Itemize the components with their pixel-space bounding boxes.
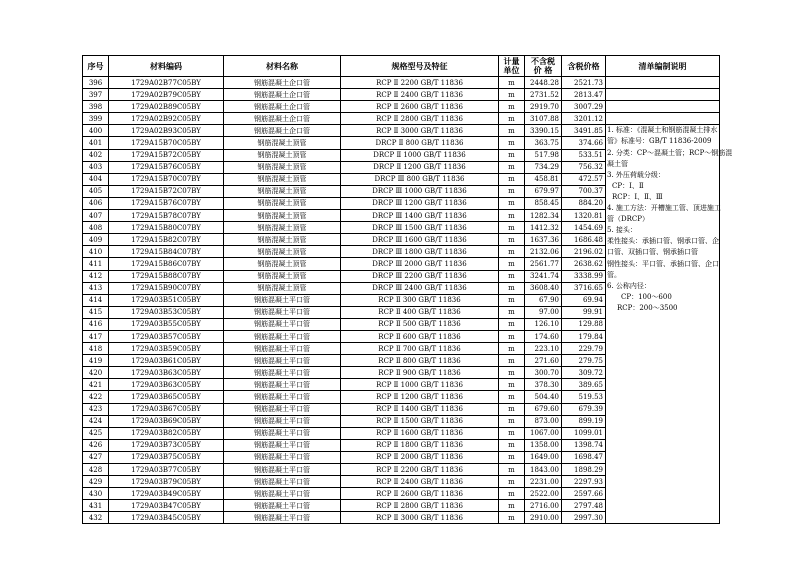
cell-unit: m <box>499 173 525 185</box>
cell-code: 1729A03B65C05BY <box>109 391 224 403</box>
notes-cell-empty <box>606 89 720 101</box>
cell-unit: m <box>499 439 525 451</box>
cell-code: 1729A15B84C07BY <box>109 246 224 258</box>
cell-spec: DRCP Ⅲ 1800 GB/T 11836 <box>341 246 499 258</box>
cell-name: 钢筋混凝土顶管 <box>224 258 341 270</box>
cell-spec: DRCP Ⅲ 1000 GB/T 11836 <box>341 185 499 197</box>
cell-seq: 421 <box>83 379 109 391</box>
cell-seq: 430 <box>83 488 109 500</box>
cell-seq: 423 <box>83 403 109 415</box>
cell-seq: 425 <box>83 427 109 439</box>
cell-spec: RCP Ⅱ 2800 GB/T 11836 <box>341 113 499 125</box>
cell-unit: m <box>499 306 525 318</box>
cell-price-inc: 3716.65 <box>562 282 606 294</box>
table-row <box>83 113 720 125</box>
cell-price-inc: 179.84 <box>562 330 606 342</box>
cell-name: 钢筋混凝土顶管 <box>224 185 341 197</box>
cell-unit: m <box>499 258 525 270</box>
cell-unit: m <box>499 137 525 149</box>
cell-spec: RCP Ⅱ 1500 GB/T 11836 <box>341 415 499 427</box>
cell-name: 钢筋混凝土平口管 <box>224 379 341 391</box>
header-name: 材料名称 <box>224 56 341 77</box>
cell-seq: 427 <box>83 451 109 463</box>
cell-price-ex: 97.00 <box>525 306 562 318</box>
cell-unit: m <box>499 234 525 246</box>
cell-price-inc: 2196.02 <box>562 246 606 258</box>
cell-unit: m <box>499 403 525 415</box>
cell-seq: 406 <box>83 197 109 209</box>
cell-name: 钢筋混凝土平口管 <box>224 391 341 403</box>
cell-price-inc: 472.57 <box>562 173 606 185</box>
cell-spec: RCP Ⅱ 1000 GB/T 11836 <box>341 379 499 391</box>
cell-unit: m <box>499 222 525 234</box>
cell-unit: m <box>499 246 525 258</box>
cell-spec: RCP Ⅱ 700 GB/T 11836 <box>341 343 499 355</box>
cell-unit: m <box>499 161 525 173</box>
cell-code: 1729A15B76C07BY <box>109 197 224 209</box>
cell-spec: RCP Ⅱ 2800 GB/T 11836 <box>341 500 499 512</box>
cell-unit: m <box>499 270 525 282</box>
cell-price-inc: 2297.93 <box>562 476 606 488</box>
cell-spec: RCP Ⅱ 2200 GB/T 11836 <box>341 77 499 89</box>
cell-seq: 426 <box>83 439 109 451</box>
cell-seq: 416 <box>83 318 109 330</box>
cell-price-ex: 517.98 <box>525 149 562 161</box>
cell-code: 1729A03B75C05BY <box>109 451 224 463</box>
cell-code: 1729A03B51C05BY <box>109 294 224 306</box>
cell-spec: RCP Ⅱ 600 GB/T 11836 <box>341 330 499 342</box>
cell-unit: m <box>499 500 525 512</box>
table-header-row <box>83 56 720 77</box>
table-row <box>83 77 720 89</box>
cell-unit: m <box>499 282 525 294</box>
cell-unit: m <box>499 197 525 209</box>
cell-unit: m <box>499 476 525 488</box>
price-table-sheet <box>82 55 733 524</box>
cell-price-ex: 2132.06 <box>525 246 562 258</box>
cell-seq: 420 <box>83 367 109 379</box>
cell-name: 钢筋混凝土企口管 <box>224 101 341 113</box>
cell-code: 1729A03B55C05BY <box>109 318 224 330</box>
cell-unit: m <box>499 367 525 379</box>
cell-price-ex: 223.10 <box>525 343 562 355</box>
table-row <box>83 125 720 137</box>
cell-seq: 405 <box>83 185 109 197</box>
cell-name: 钢筋混凝土平口管 <box>224 427 341 439</box>
cell-price-inc: 2797.48 <box>562 500 606 512</box>
cell-code: 1729A15B72C07BY <box>109 185 224 197</box>
cell-seq: 396 <box>83 77 109 89</box>
cell-code: 1729A03B49C05BY <box>109 488 224 500</box>
cell-code: 1729A03B47C05BY <box>109 500 224 512</box>
notes-cell-empty <box>606 101 720 113</box>
cell-price-ex: 1412.32 <box>525 222 562 234</box>
cell-seq: 402 <box>83 149 109 161</box>
cell-code: 1729A02B92C05BY <box>109 113 224 125</box>
cell-price-ex: 3390.15 <box>525 125 562 137</box>
cell-seq: 414 <box>83 294 109 306</box>
header-spec: 规格型号及特征 <box>341 56 499 77</box>
note-line: CP：100～600 <box>621 292 672 301</box>
cell-unit: m <box>499 355 525 367</box>
cell-name: 钢筋混凝土平口管 <box>224 355 341 367</box>
cell-unit: m <box>499 512 525 524</box>
cell-price-inc: 374.66 <box>562 137 606 149</box>
cell-price-ex: 734.29 <box>525 161 562 173</box>
cell-price-inc: 756.32 <box>562 161 606 173</box>
cell-name: 钢筋混凝土顶管 <box>224 173 341 185</box>
header-price-ex-tax: 不含税价 格 <box>525 56 562 77</box>
cell-price-ex: 2522.00 <box>525 488 562 500</box>
cell-spec: RCP Ⅱ 900 GB/T 11836 <box>341 367 499 379</box>
cell-code: 1729A15B70C05BY <box>109 137 224 149</box>
cell-unit: m <box>499 330 525 342</box>
cell-seq: 412 <box>83 270 109 282</box>
cell-price-ex: 458.81 <box>525 173 562 185</box>
cell-name: 钢筋混凝土企口管 <box>224 77 341 89</box>
cell-spec: DRCP Ⅱ 1200 GB/T 11836 <box>341 161 499 173</box>
cell-seq: 409 <box>83 234 109 246</box>
cell-seq: 422 <box>83 391 109 403</box>
cell-price-ex: 271.60 <box>525 355 562 367</box>
cell-unit: m <box>499 427 525 439</box>
cell-price-ex: 504.40 <box>525 391 562 403</box>
cell-code: 1729A15B82C07BY <box>109 234 224 246</box>
cell-spec: RCP Ⅱ 1600 GB/T 11836 <box>341 427 499 439</box>
cell-seq: 417 <box>83 330 109 342</box>
cell-code: 1729A15B80C07BY <box>109 222 224 234</box>
note-line: 钢性接头：平口管、承插口管、企口 <box>607 259 719 268</box>
cell-name: 钢筋混凝土平口管 <box>224 306 341 318</box>
cell-seq: 397 <box>83 89 109 101</box>
cell-price-inc: 2521.73 <box>562 77 606 89</box>
note-line: 口管、双插口管、钢承插口管 <box>607 248 698 257</box>
cell-price-inc: 1454.69 <box>562 222 606 234</box>
cell-price-inc: 99.91 <box>562 306 606 318</box>
note-line: 6. 公称内径： <box>607 281 651 290</box>
cell-code: 1729A03B69C05BY <box>109 415 224 427</box>
cell-seq: 429 <box>83 476 109 488</box>
note-line: 5. 接头： <box>607 226 637 235</box>
notes-cell <box>606 125 733 524</box>
cell-unit: m <box>499 415 525 427</box>
table-body <box>83 77 733 524</box>
cell-spec: DRCP Ⅲ 2400 GB/T 11836 <box>341 282 499 294</box>
cell-seq: 404 <box>83 173 109 185</box>
header-seq: 序号 <box>83 56 109 77</box>
cell-name: 钢筋混凝土平口管 <box>224 294 341 306</box>
material-price-table <box>82 55 733 524</box>
cell-name: 钢筋混凝土企口管 <box>224 125 341 137</box>
cell-code: 1729A03B57C05BY <box>109 330 224 342</box>
cell-name: 钢筋混凝土平口管 <box>224 464 341 476</box>
note-line: 2. 分类：CP～混凝土管；RCP～钢筋混 <box>607 148 733 157</box>
cell-spec: RCP Ⅱ 1400 GB/T 11836 <box>341 403 499 415</box>
cell-seq: 428 <box>83 464 109 476</box>
note-line: RCP：200～3500 <box>617 303 678 312</box>
cell-name: 钢筋混凝土顶管 <box>224 234 341 246</box>
cell-price-ex: 67.90 <box>525 294 562 306</box>
cell-seq: 419 <box>83 355 109 367</box>
cell-price-ex: 2919.70 <box>525 101 562 113</box>
cell-price-ex: 1358.00 <box>525 439 562 451</box>
cell-price-ex: 174.60 <box>525 330 562 342</box>
cell-unit: m <box>499 464 525 476</box>
cell-spec: RCP Ⅱ 2600 GB/T 11836 <box>341 488 499 500</box>
cell-price-inc: 3338.99 <box>562 270 606 282</box>
cell-unit: m <box>499 391 525 403</box>
cell-name: 钢筋混凝土企口管 <box>224 89 341 101</box>
header-unit: 计量单位 <box>499 56 525 77</box>
cell-price-inc: 69.94 <box>562 294 606 306</box>
cell-spec: DRCP Ⅲ 2000 GB/T 11836 <box>341 258 499 270</box>
cell-price-inc: 229.79 <box>562 343 606 355</box>
cell-seq: 410 <box>83 246 109 258</box>
cell-price-inc: 1099.01 <box>562 427 606 439</box>
cell-price-ex: 300.70 <box>525 367 562 379</box>
header-price-inc-tax: 含税价格 <box>562 56 606 77</box>
cell-name: 钢筋混凝土顶管 <box>224 137 341 149</box>
cell-code: 1729A03B63C05BY <box>109 367 224 379</box>
cell-price-ex: 1282.34 <box>525 210 562 222</box>
note-line: 4. 施工方法：开槽施工管、顶进施工 <box>607 204 721 213</box>
cell-spec: RCP Ⅱ 3000 GB/T 11836 <box>341 512 499 524</box>
cell-name: 钢筋混凝土平口管 <box>224 488 341 500</box>
note-line: 3. 外压荷载分级： <box>607 170 665 179</box>
cell-spec: DRCP Ⅲ 1400 GB/T 11836 <box>341 210 499 222</box>
cell-spec: DRCP Ⅲ 1200 GB/T 11836 <box>341 197 499 209</box>
cell-seq: 413 <box>83 282 109 294</box>
note-line: 管（DRCP） <box>607 215 649 224</box>
cell-seq: 415 <box>83 306 109 318</box>
cell-price-inc: 1320.81 <box>562 210 606 222</box>
cell-seq: 400 <box>83 125 109 137</box>
cell-price-ex: 2731.52 <box>525 89 562 101</box>
notes-cell-empty <box>606 77 720 89</box>
cell-code: 1729A03B45C05BY <box>109 512 224 524</box>
cell-unit: m <box>499 149 525 161</box>
note-line: 管。 <box>607 270 621 279</box>
cell-price-inc: 309.72 <box>562 367 606 379</box>
cell-price-ex: 1067.00 <box>525 427 562 439</box>
cell-code: 1729A02B93C05BY <box>109 125 224 137</box>
cell-price-ex: 2561.77 <box>525 258 562 270</box>
cell-code: 1729A03B77C05BY <box>109 464 224 476</box>
cell-spec: RCP Ⅱ 2600 GB/T 11836 <box>341 101 499 113</box>
cell-name: 钢筋混凝土企口管 <box>224 113 341 125</box>
cell-price-ex: 858.45 <box>525 197 562 209</box>
cell-price-ex: 2910.00 <box>525 512 562 524</box>
cell-name: 钢筋混凝土平口管 <box>224 367 341 379</box>
cell-unit: m <box>499 113 525 125</box>
cell-price-ex: 2448.28 <box>525 77 562 89</box>
cell-price-inc: 2638.62 <box>562 258 606 270</box>
cell-spec: RCP Ⅱ 1800 GB/T 11836 <box>341 439 499 451</box>
cell-name: 钢筋混凝土平口管 <box>224 343 341 355</box>
note-line: RCP：Ⅰ、Ⅱ、Ⅲ <box>612 192 663 201</box>
cell-name: 钢筋混凝土顶管 <box>224 270 341 282</box>
cell-price-inc: 1398.74 <box>562 439 606 451</box>
cell-spec: RCP Ⅱ 800 GB/T 11836 <box>341 355 499 367</box>
cell-code: 1729A03B63C05BY <box>109 379 224 391</box>
note-line: 柔性接头：承插口管、钢承口管、企 <box>607 237 719 246</box>
cell-price-inc: 899.19 <box>562 415 606 427</box>
cell-spec: RCP Ⅱ 2000 GB/T 11836 <box>341 451 499 463</box>
cell-price-ex: 1649.00 <box>525 451 562 463</box>
cell-price-ex: 126.10 <box>525 318 562 330</box>
cell-code: 1729A02B77C05BY <box>109 77 224 89</box>
cell-name: 钢筋混凝土顶管 <box>224 149 341 161</box>
cell-unit: m <box>499 318 525 330</box>
cell-spec: DRCP Ⅲ 1500 GB/T 11836 <box>341 222 499 234</box>
table-row <box>83 101 720 113</box>
cell-code: 1729A03B53C05BY <box>109 306 224 318</box>
cell-name: 钢筋混凝土顶管 <box>224 222 341 234</box>
cell-price-inc: 1898.29 <box>562 464 606 476</box>
cell-code: 1729A03B61C05BY <box>109 355 224 367</box>
cell-price-ex: 1637.36 <box>525 234 562 246</box>
cell-spec: RCP Ⅱ 1200 GB/T 11836 <box>341 391 499 403</box>
cell-price-ex: 3608.40 <box>525 282 562 294</box>
header-code: 材料编码 <box>109 56 224 77</box>
cell-price-inc: 2997.30 <box>562 512 606 524</box>
cell-spec: RCP Ⅱ 500 GB/T 11836 <box>341 318 499 330</box>
cell-name: 钢筋混凝土平口管 <box>224 451 341 463</box>
cell-spec: RCP Ⅱ 2400 GB/T 11836 <box>341 476 499 488</box>
cell-code: 1729A15B76C05BY <box>109 161 224 173</box>
cell-spec: DRCP Ⅱ 1000 GB/T 11836 <box>341 149 499 161</box>
cell-seq: 424 <box>83 415 109 427</box>
cell-unit: m <box>499 294 525 306</box>
cell-name: 钢筋混凝土平口管 <box>224 512 341 524</box>
cell-code: 1729A15B72C05BY <box>109 149 224 161</box>
cell-unit: m <box>499 488 525 500</box>
cell-price-inc: 700.37 <box>562 185 606 197</box>
cell-name: 钢筋混凝土平口管 <box>224 403 341 415</box>
cell-name: 钢筋混凝土顶管 <box>224 246 341 258</box>
cell-name: 钢筋混凝土平口管 <box>224 476 341 488</box>
cell-price-inc: 129.88 <box>562 318 606 330</box>
cell-spec: RCP Ⅱ 2400 GB/T 11836 <box>341 89 499 101</box>
cell-code: 1729A02B79C05BY <box>109 89 224 101</box>
cell-name: 钢筋混凝土平口管 <box>224 439 341 451</box>
cell-seq: 407 <box>83 210 109 222</box>
cell-code: 1729A15B90C07BY <box>109 282 224 294</box>
cell-price-ex: 363.75 <box>525 137 562 149</box>
cell-price-ex: 2231.00 <box>525 476 562 488</box>
cell-price-ex: 378.30 <box>525 379 562 391</box>
note-line: CP：Ⅰ、Ⅱ <box>612 181 644 190</box>
cell-spec: RCP Ⅱ 2200 GB/T 11836 <box>341 464 499 476</box>
cell-code: 1729A03B82C05BY <box>109 427 224 439</box>
cell-name: 钢筋混凝土平口管 <box>224 415 341 427</box>
cell-code: 1729A03B73C05BY <box>109 439 224 451</box>
cell-unit: m <box>499 89 525 101</box>
cell-code: 1729A03B67C05BY <box>109 403 224 415</box>
cell-price-inc: 2813.47 <box>562 89 606 101</box>
cell-price-ex: 679.60 <box>525 403 562 415</box>
cell-name: 钢筋混凝土平口管 <box>224 500 341 512</box>
cell-code: 1729A03B59C05BY <box>109 343 224 355</box>
cell-code: 1729A15B78C07BY <box>109 210 224 222</box>
cell-price-inc: 679.39 <box>562 403 606 415</box>
header-note: 清单编制说明 <box>606 56 720 77</box>
cell-seq: 398 <box>83 101 109 113</box>
cell-price-inc: 533.51 <box>562 149 606 161</box>
cell-price-inc: 3201.12 <box>562 113 606 125</box>
note-line: 凝土管 <box>607 159 628 168</box>
cell-seq: 408 <box>83 222 109 234</box>
note-line: 管》标准号：GB/T 11836-2009 <box>607 137 712 146</box>
cell-seq: 411 <box>83 258 109 270</box>
cell-price-inc: 1686.48 <box>562 234 606 246</box>
note-line: 1. 标准：《混凝土和钢筋混凝土排水 <box>607 126 718 135</box>
cell-spec: DRCP Ⅱ 800 GB/T 11836 <box>341 137 499 149</box>
cell-unit: m <box>499 77 525 89</box>
cell-spec: RCP Ⅱ 400 GB/T 11836 <box>341 306 499 318</box>
cell-seq: 401 <box>83 137 109 149</box>
cell-code: 1729A15B86C07BY <box>109 258 224 270</box>
notes-cell-empty <box>606 113 720 125</box>
cell-code: 1729A15B88C07BY <box>109 270 224 282</box>
cell-unit: m <box>499 451 525 463</box>
cell-spec: DRCP Ⅲ 1600 GB/T 11836 <box>341 234 499 246</box>
cell-price-ex: 2716.00 <box>525 500 562 512</box>
cell-spec: DRCP Ⅲ 2200 GB/T 11836 <box>341 270 499 282</box>
cell-price-inc: 3491.85 <box>562 125 606 137</box>
cell-unit: m <box>499 379 525 391</box>
cell-price-ex: 3107.88 <box>525 113 562 125</box>
cell-unit: m <box>499 101 525 113</box>
cell-price-inc: 3007.29 <box>562 101 606 113</box>
cell-spec: DRCP Ⅲ 800 GB/T 11836 <box>341 173 499 185</box>
cell-seq: 403 <box>83 161 109 173</box>
cell-unit: m <box>499 210 525 222</box>
cell-price-ex: 679.97 <box>525 185 562 197</box>
cell-price-inc: 279.75 <box>562 355 606 367</box>
cell-code: 1729A03B79C05BY <box>109 476 224 488</box>
cell-price-inc: 2597.66 <box>562 488 606 500</box>
cell-seq: 399 <box>83 113 109 125</box>
cell-price-inc: 389.65 <box>562 379 606 391</box>
cell-code: 1729A02B89C05BY <box>109 101 224 113</box>
cell-seq: 432 <box>83 512 109 524</box>
cell-name: 钢筋混凝土顶管 <box>224 197 341 209</box>
cell-unit: m <box>499 185 525 197</box>
cell-spec: RCP Ⅱ 300 GB/T 11836 <box>341 294 499 306</box>
cell-name: 钢筋混凝土顶管 <box>224 161 341 173</box>
cell-price-ex: 3241.74 <box>525 270 562 282</box>
cell-price-inc: 884.20 <box>562 197 606 209</box>
cell-name: 钢筋混凝土顶管 <box>224 282 341 294</box>
table-row <box>83 89 720 101</box>
cell-seq: 418 <box>83 343 109 355</box>
cell-price-ex: 873.00 <box>525 415 562 427</box>
cell-spec: RCP Ⅱ 3000 GB/T 11836 <box>341 125 499 137</box>
cell-price-ex: 1843.00 <box>525 464 562 476</box>
cell-name: 钢筋混凝土平口管 <box>224 318 341 330</box>
cell-seq: 431 <box>83 500 109 512</box>
cell-price-inc: 519.53 <box>562 391 606 403</box>
cell-unit: m <box>499 343 525 355</box>
cell-unit: m <box>499 125 525 137</box>
cell-price-inc: 1698.47 <box>562 451 606 463</box>
cell-name: 钢筋混凝土平口管 <box>224 330 341 342</box>
cell-code: 1729A15B70C07BY <box>109 173 224 185</box>
cell-name: 钢筋混凝土顶管 <box>224 210 341 222</box>
